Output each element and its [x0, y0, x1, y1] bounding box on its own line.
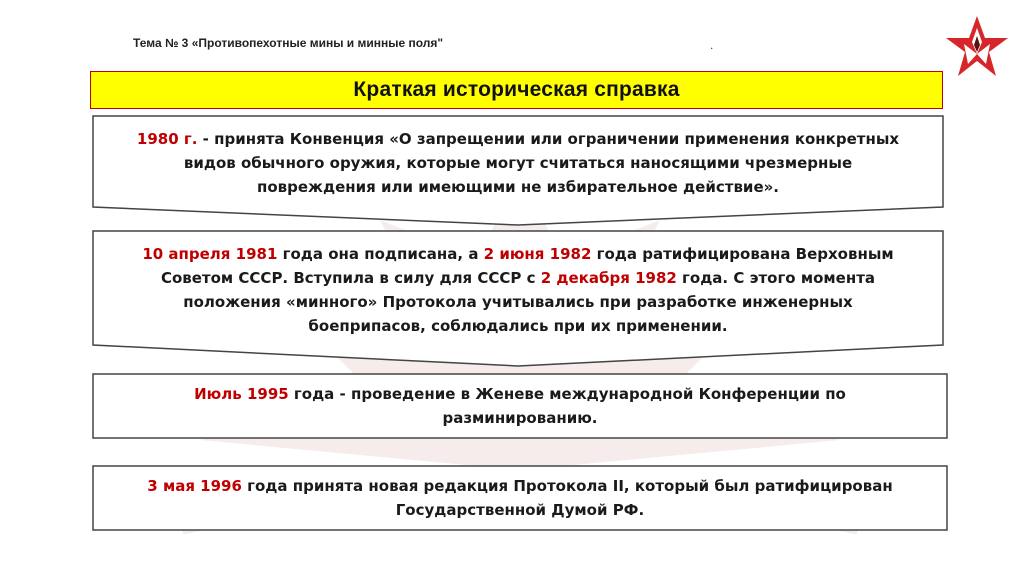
text-segment: года - проведение в Женеве международной Конференции по — [288, 385, 846, 403]
text-segment: - принята Конвенция «О запрещении или ограничении применения конкретных — [197, 129, 900, 148]
block-line — [142, 290, 893, 314]
topic-header: Тема № 3 «Противопехотные мины и минные поля" — [133, 36, 444, 50]
red-star-icon — [944, 14, 1010, 80]
block-text — [142, 242, 893, 338]
block-line — [137, 127, 899, 151]
title-bar — [90, 71, 943, 109]
block-line — [142, 242, 893, 266]
date-highlight: 2 июня 1982 — [483, 245, 592, 263]
history-block-1980 — [92, 115, 944, 228]
block-line — [137, 175, 899, 199]
block-line — [147, 474, 892, 498]
block-line — [194, 382, 846, 406]
block-line — [142, 266, 893, 290]
text-segment: года. С этого момента — [676, 269, 876, 287]
history-block-1995 — [92, 373, 948, 439]
history-block-1996 — [92, 465, 948, 531]
date-highlight: 2 декабря 1982 — [540, 269, 677, 287]
text-segment: разминированию. — [442, 409, 598, 427]
page-title: Краткая историческая справка — [353, 78, 680, 101]
text-segment: боеприпасов, соблюдались при их применении. — [308, 317, 728, 335]
text-segment: года ратифицирована Верховным — [591, 245, 894, 263]
block-line — [194, 406, 846, 430]
block-text — [194, 382, 846, 430]
text-segment: Советом СССР. Вступила в силу для СССР с — [160, 269, 541, 287]
text-segment: видов обычного оружия, которые могут считаться наносящими чрезмерные — [183, 153, 853, 172]
block-line — [137, 151, 899, 175]
history-block-1981 — [92, 230, 944, 368]
block-line — [147, 498, 892, 522]
date-highlight: 10 апреля 1981 — [142, 245, 278, 263]
block-text — [137, 127, 899, 199]
date-highlight: Июль 1995 — [194, 385, 289, 403]
text-segment: Государственной Думой РФ. — [395, 501, 645, 519]
header-dot: . — [710, 38, 714, 52]
text-segment: положения «минного» Протокола учитывались при разработке инженерных — [183, 293, 853, 311]
text-segment: года она подписана, а — [277, 245, 484, 263]
date-highlight: 3 мая 1996 — [147, 477, 242, 495]
block-text — [147, 474, 892, 522]
block-line — [142, 314, 893, 338]
date-highlight: 1980 г. — [136, 129, 198, 148]
text-segment: повреждения или имеющими не избирательное действие». — [256, 177, 780, 196]
text-segment: года принята новая редакция Протокола II, который был ратифицирован — [241, 477, 893, 495]
